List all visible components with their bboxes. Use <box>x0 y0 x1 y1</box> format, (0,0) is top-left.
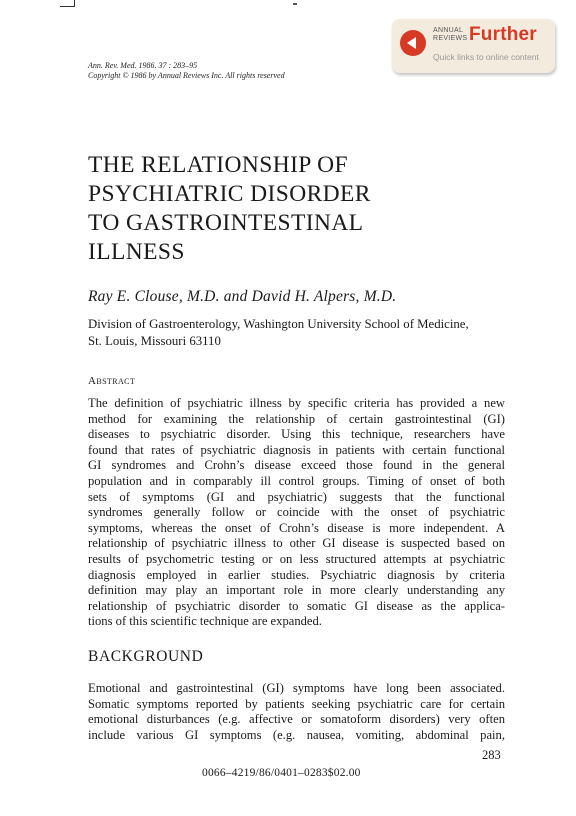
title-line: ILLNESS <box>88 239 185 265</box>
background-line: emotional disturbances (e.g. affective or somatoform disorders) very often <box>88 712 505 727</box>
abstract-line: found that rates of psychiatric diagnosis in patients with certain functional <box>88 442 505 457</box>
abstract-line: diagnosis employed in earlier studies. Psychiatric diagnosis by criteria <box>88 567 505 582</box>
abstract-text <box>88 396 505 630</box>
brand-line-2: REVIEWS <box>433 35 468 42</box>
journal-citation <box>88 61 285 81</box>
authors: Ray E. Clouse, M.D. and David H. Alpers, M.D. <box>88 288 397 305</box>
abstract-line: results of psychometric testing or on less structured attempts at psychiatric <box>88 551 505 566</box>
page-number: 283 <box>482 748 501 762</box>
title-line: THE RELATIONSHIP OF <box>88 152 349 178</box>
background-heading: BACKGROUND <box>88 648 204 665</box>
annual-reviews-further-badge[interactable] <box>392 19 555 73</box>
crop-mark <box>60 0 75 7</box>
abstract-line: symptoms, whereas the onset of Crohn’s disease is more independent. A <box>88 520 505 535</box>
further-label: Further <box>469 24 537 45</box>
annual-reviews-brand <box>433 27 467 43</box>
abstract-line: relationship of psychiatric disorder to somatic GI disease as the applica- <box>88 598 505 613</box>
abstract-line: method for examining the relationship of certain gastrointestinal (GI) <box>88 411 505 426</box>
title-line: TO GASTROINTESTINAL <box>88 210 364 236</box>
abstract-line: tions of this scientific technique are expanded. <box>88 614 322 629</box>
abstract-line: GI syndromes and Crohn’s disease exceed those found in the general <box>88 458 505 473</box>
background-line: Somatic symptoms reported by patients seeking psychiatric care for certain <box>88 696 505 711</box>
affiliation-line: Division of Gastroenterology, Washington University School of Medicine, <box>88 317 469 331</box>
citation-line: Ann. Rev. Med. 1986. 37 : 283–95 <box>88 61 198 70</box>
abstract-line: definition may play an important role in more clearly understanding any <box>88 583 505 598</box>
back-arrow-icon <box>400 30 426 56</box>
abstract-line: relationship of psychiatric illness to other GI disease is suspected based on <box>88 536 505 551</box>
document-code: 0066–4219/86/0401–0283$02.00 <box>202 767 361 779</box>
abstract-line: The definition of psychiatric illness by specific criteria has provided a new <box>88 396 505 410</box>
background-line: Emotional and gastrointestinal (GI) symptoms have long been associated. <box>88 681 505 695</box>
further-subtitle: Quick links to online content <box>433 52 539 62</box>
article-title <box>88 151 371 267</box>
abstract-line: sets of symptoms (GI and psychiatric) suggests that the functional <box>88 489 505 504</box>
title-line: PSYCHIATRIC DISORDER <box>88 181 371 207</box>
copyright-line: Copyright © 1986 by Annual Reviews Inc. All rights reserved <box>88 71 285 80</box>
abstract-line: diseases to psychiatric disorder. Using this technique, researchers have <box>88 427 505 442</box>
abstract-line: population and in comparably ill control groups. Timing of onset of both <box>88 473 505 488</box>
background-line: include various GI symptoms (e.g. nausea, vomiting, abdominal pain, <box>88 727 505 742</box>
crop-dot <box>293 3 297 5</box>
affiliation <box>88 316 508 350</box>
abstract-line: syndromes generally follow or coincide with the onset of psychiatric <box>88 505 505 520</box>
abstract-heading: Abstract <box>88 375 136 387</box>
brand-line-1: ANNUAL <box>433 27 464 34</box>
affiliation-line: St. Louis, Missouri 63110 <box>88 334 221 348</box>
background-text <box>88 681 505 743</box>
